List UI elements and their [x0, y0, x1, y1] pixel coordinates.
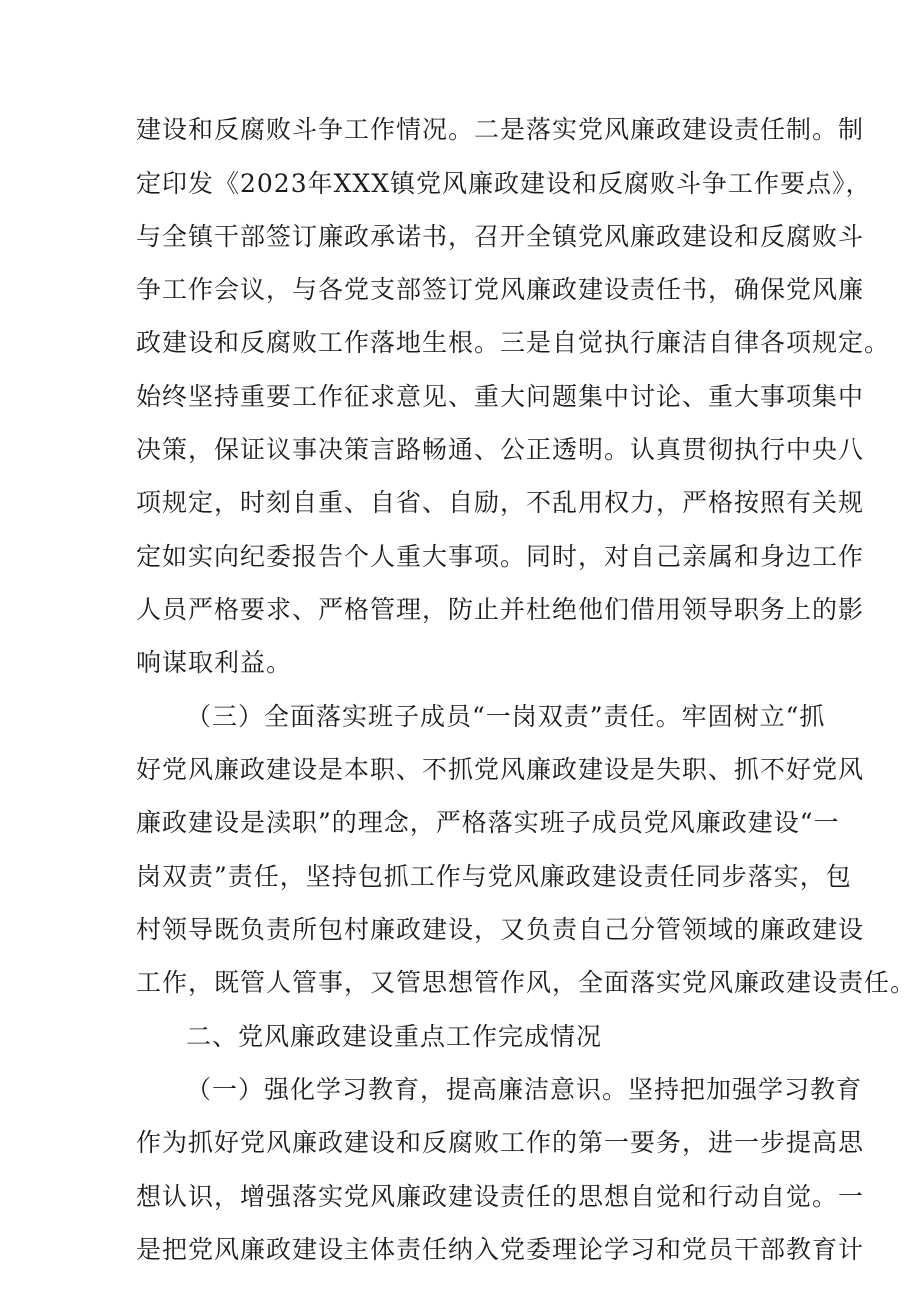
paragraph-first-line: （一）强化学习教育，提高廉洁意识。坚持把加强学习教育 [186, 1075, 863, 1104]
paragraph-line: 响谋取利益。 [136, 648, 293, 677]
paragraph-line: 作为抓好党风廉政建设和反腐败工作的第一要务，进一步提高思 [136, 1128, 865, 1157]
paragraph-line: 定如实向纪委报告个人重大事项。同时，对自己亲属和身边工作 [136, 542, 865, 571]
paragraph-line: 是把党风廉政建设主体责任纳入党委理论学习和党员干部教育计 [136, 1235, 865, 1264]
paragraph-line: 想认识，增强落实党风廉政建设责任的思想自觉和行动自觉。一 [136, 1182, 865, 1211]
paragraph-line: 项规定，时刻自重、自省、自励，不乱用权力，严格按照有关规 [136, 488, 865, 517]
paragraph-line: 好党风廉政建设是本职、不抓党风廉政建设是失职、抓不好党风 [136, 755, 865, 784]
paragraph-line: 廉政建设是渎职”的理念，严格落实班子成员党风廉政建设“一 [136, 808, 840, 837]
paragraph-line: 建设和反腐败斗争工作情况。二是落实党风廉政建设责任制。制 [136, 115, 865, 144]
paragraph-line: 岗双责”责任，坚持包抓工作与党风廉政建设责任同步落实，包 [136, 862, 852, 891]
paragraph-line: 村领导既负责所包村廉政建设，又负责自己分管领域的廉政建设 [136, 915, 865, 944]
section-heading: 二、党风廉政建设重点工作完成情况 [186, 1022, 603, 1051]
paragraph-line: 与全镇干部签订廉政承诺书，召开全镇党风廉政建设和反腐败斗 [136, 222, 865, 251]
paragraph-first-line: （三）全面落实班子成员“一岗双责”责任。牢固树立“抓 [186, 702, 826, 731]
paragraph-line: 工作，既管人管事，又管思想管作风，全面落实党风廉政建设责任。 [136, 968, 917, 997]
paragraph-line: 决策，保证议事决策言路畅通、公正透明。认真贯彻执行中央八 [136, 435, 865, 464]
paragraph-line: 争工作会议，与各党支部签订党风廉政建设责任书，确保党风廉 [136, 275, 865, 304]
paragraph-line: 定印发《2023年XXX镇党风廉政建设和反腐败斗争工作要点》， [136, 169, 872, 198]
paragraph-line: 政建设和反腐败工作落地生根。三是自觉执行廉洁自律各项规定。 [136, 328, 891, 357]
paragraph-line: 人员严格要求、严格管理，防止并杜绝他们借用领导职务上的影 [136, 595, 865, 624]
paragraph-line: 始终坚持重要工作征求意见、重大问题集中讨论、重大事项集中 [136, 382, 865, 411]
